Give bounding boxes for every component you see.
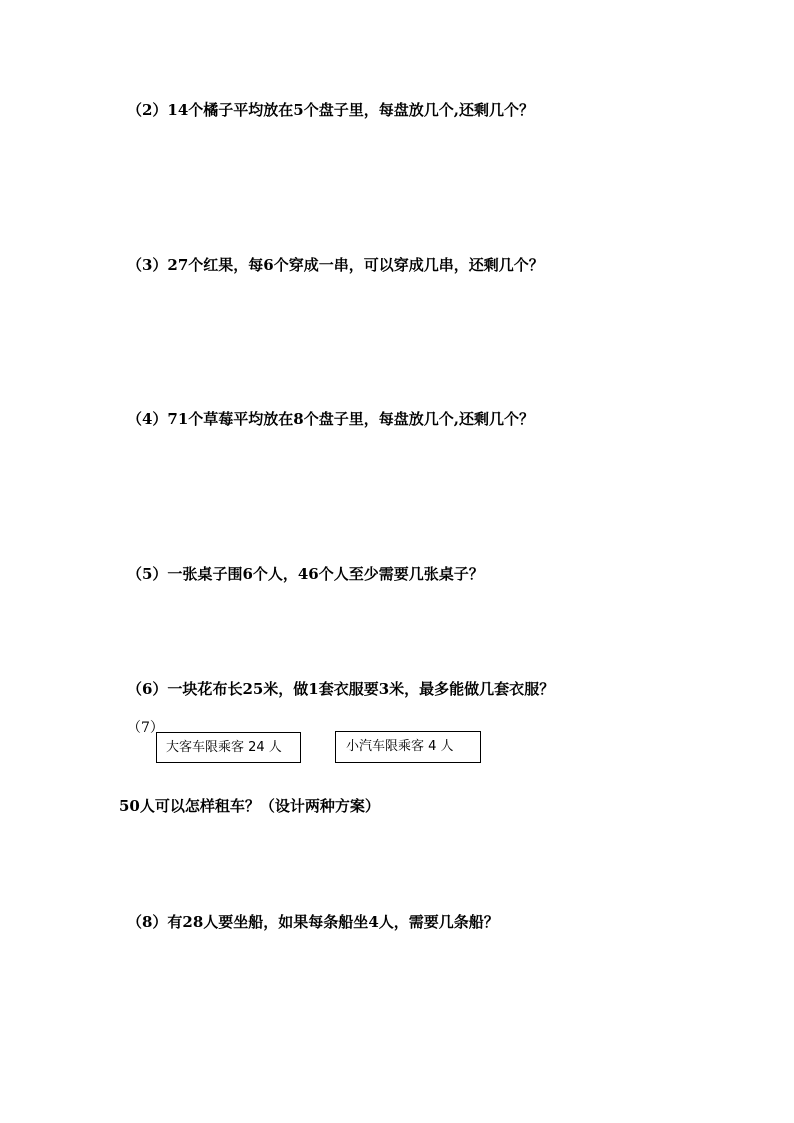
question-3: （3）27个红果，每6个穿成一串，可以穿成几串，还剩几个？ — [127, 256, 544, 274]
question-4: （4）71个草莓平均放在8个盘子里，每盘放几个,还剩几个？ — [127, 410, 534, 428]
question-7-number: （7） — [127, 720, 164, 736]
question-8: （8）有28人要坐船，如果每条船坐4人，需要几条船？ — [127, 913, 499, 931]
question-2: （2）14个橘子平均放在5个盘子里，每盘放几个,还剩几个？ — [127, 101, 534, 119]
car-capacity-box: 小汽车限乘客 4 人 — [335, 731, 481, 763]
question-6: （6）一块花布长25米，做1套衣服要3米，最多能做几套衣服？ — [127, 680, 555, 698]
question-5: （5）一张桌子围6个人，46个人至少需要几张桌子？ — [127, 565, 484, 583]
bus-capacity-box: 大客车限乘客 24 人 — [156, 732, 301, 763]
question-7-text: 50人可以怎样租车？（设计两种方案） — [119, 797, 380, 815]
